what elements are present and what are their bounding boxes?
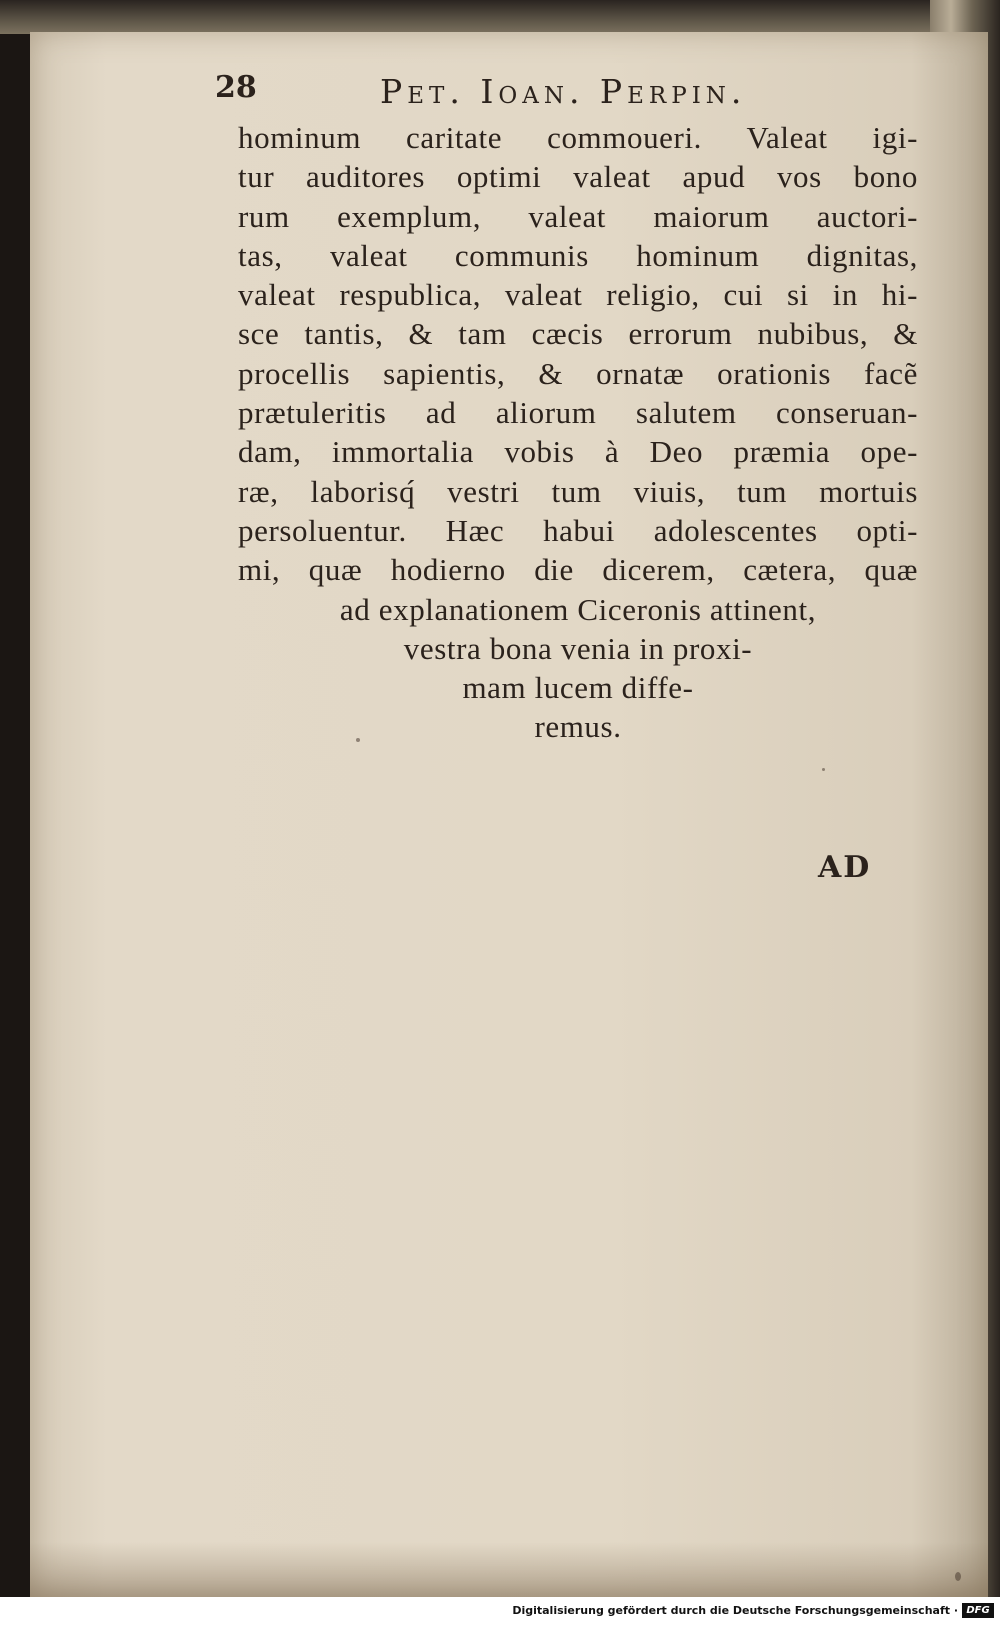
text-line: hominum caritate commoueri. Valeat igi-	[238, 120, 918, 155]
closing-line: vestra bona venia in proxi-	[403, 630, 753, 666]
text-line: procellis sapientis, & ornatæ orationis facẽ	[238, 355, 918, 391]
body-text	[238, 118, 918, 747]
text-line: persoluentur. Hæc habui adolescentes opti-	[238, 512, 918, 548]
ink-speck	[955, 1572, 961, 1581]
page-number: 28	[215, 70, 257, 105]
text-line: tas, valeat communis hominum dignitas,	[238, 237, 918, 273]
text-line: mi, quæ hodierno die dicerem, cætera, quæ	[238, 552, 918, 588]
text-line: ræ, laborisq́ vestri tum viuis, tum mortuis	[238, 473, 918, 509]
digitization-credit: Digitalisierung gefördert durch die Deutsche Forschungsgemeinschaft ·	[512, 1604, 958, 1617]
closing-line: ad explanationem Ciceronis attinent,	[339, 591, 817, 627]
text-line: rum exemplum, valeat maiorum auctori-	[238, 198, 918, 234]
text-line: dam, immortalia vobis à Deo præmia ope-	[238, 434, 918, 470]
text-line: sce tantis, & tam cæcis errorum nubibus, &	[238, 316, 918, 352]
text-line: valeat respublica, valeat religio, cui si in hi-	[238, 277, 918, 313]
page-shadow	[30, 1542, 988, 1597]
running-head: Pet. Ioan. Perpin.	[380, 72, 747, 111]
ink-speck	[356, 738, 360, 742]
catchword: AD	[818, 850, 872, 885]
ink-speck	[822, 768, 825, 771]
text-line: prætuleritis ad aliorum salutem conseruan-	[238, 395, 918, 431]
book-top-edge	[0, 0, 1000, 34]
text-line: tur auditores optimi valeat apud vos bono	[238, 159, 918, 195]
footer-bar	[0, 1597, 1000, 1626]
closing-line: remus.	[534, 709, 622, 745]
closing-line: mam lucem diffe-	[462, 670, 694, 706]
dfg-logo: DFG	[962, 1603, 994, 1618]
